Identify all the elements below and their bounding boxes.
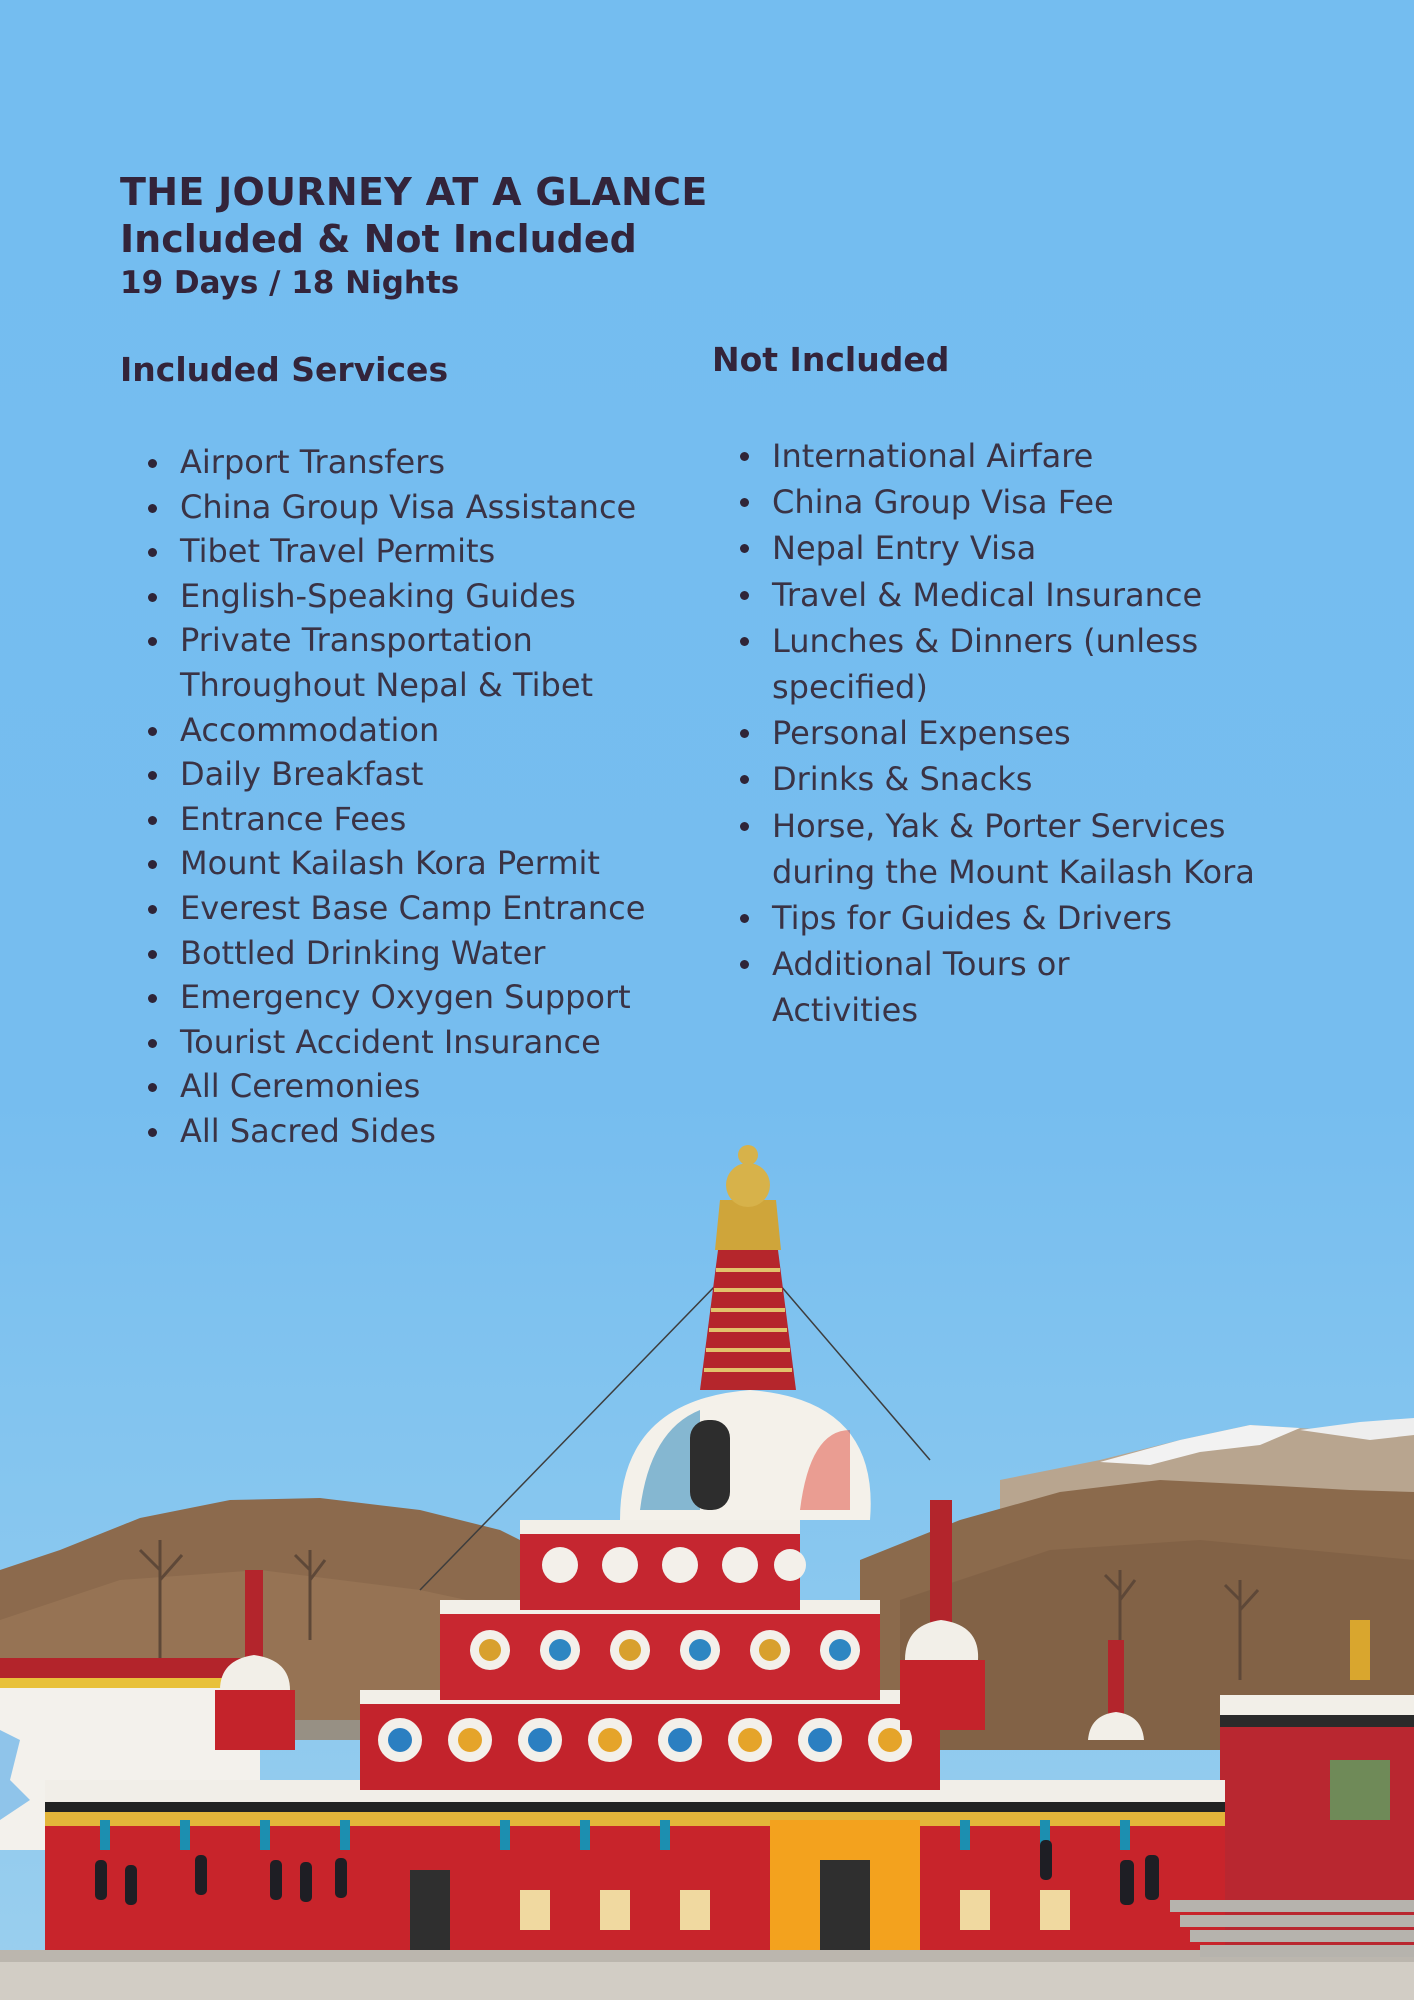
list-item: Entrance Fees bbox=[120, 797, 720, 842]
list-item: Horse, Yak & Porter Services during the Mount Kailash Kora bbox=[712, 803, 1312, 895]
list-item: Drinks & Snacks bbox=[712, 756, 1292, 802]
list-item: Tibet Travel Permits bbox=[120, 529, 720, 574]
list-item: Tourist Accident Insurance bbox=[120, 1020, 720, 1065]
stupa-temple-photo bbox=[0, 1100, 1414, 2000]
not-included-list bbox=[712, 433, 1292, 1034]
list-item: Mount Kailash Kora Permit bbox=[120, 841, 720, 886]
list-item: Bottled Drinking Water bbox=[120, 931, 720, 976]
list-item: Nepal Entry Visa bbox=[712, 525, 1292, 571]
list-item: Accommodation bbox=[120, 708, 720, 753]
list-item: Everest Base Camp Entrance bbox=[120, 886, 720, 931]
list-item: English-Speaking Guides bbox=[120, 574, 720, 619]
list-item: Tips for Guides & Drivers bbox=[712, 895, 1292, 941]
included-services-title: Included Services bbox=[120, 350, 449, 389]
included-services-list bbox=[120, 440, 720, 1154]
list-item: Emergency Oxygen Support bbox=[120, 975, 720, 1020]
list-item: Personal Expenses bbox=[712, 710, 1292, 756]
list-item: China Group Visa Fee bbox=[712, 479, 1292, 525]
list-item: Travel & Medical Insurance bbox=[712, 572, 1292, 618]
list-item: Private Transportation Throughout Nepal & Tibet bbox=[120, 618, 650, 707]
trip-duration: 19 Days / 18 Nights bbox=[120, 265, 460, 301]
list-item: All Sacred Sides bbox=[120, 1109, 720, 1154]
list-item: Daily Breakfast bbox=[120, 752, 720, 797]
not-included-title: Not Included bbox=[712, 340, 950, 379]
list-item: Lunches & Dinners (unless specified) bbox=[712, 618, 1292, 710]
heading-block bbox=[120, 168, 708, 304]
list-item: All Ceremonies bbox=[120, 1064, 720, 1109]
list-item: International Airfare bbox=[712, 433, 1292, 479]
page-title: THE JOURNEY AT A GLANCE bbox=[120, 170, 708, 214]
list-item: China Group Visa Assistance bbox=[120, 485, 720, 530]
list-item: Additional Tours or Activities bbox=[712, 941, 1192, 1033]
page-subtitle: Included & Not Included bbox=[120, 217, 637, 261]
list-item: Airport Transfers bbox=[120, 440, 720, 485]
